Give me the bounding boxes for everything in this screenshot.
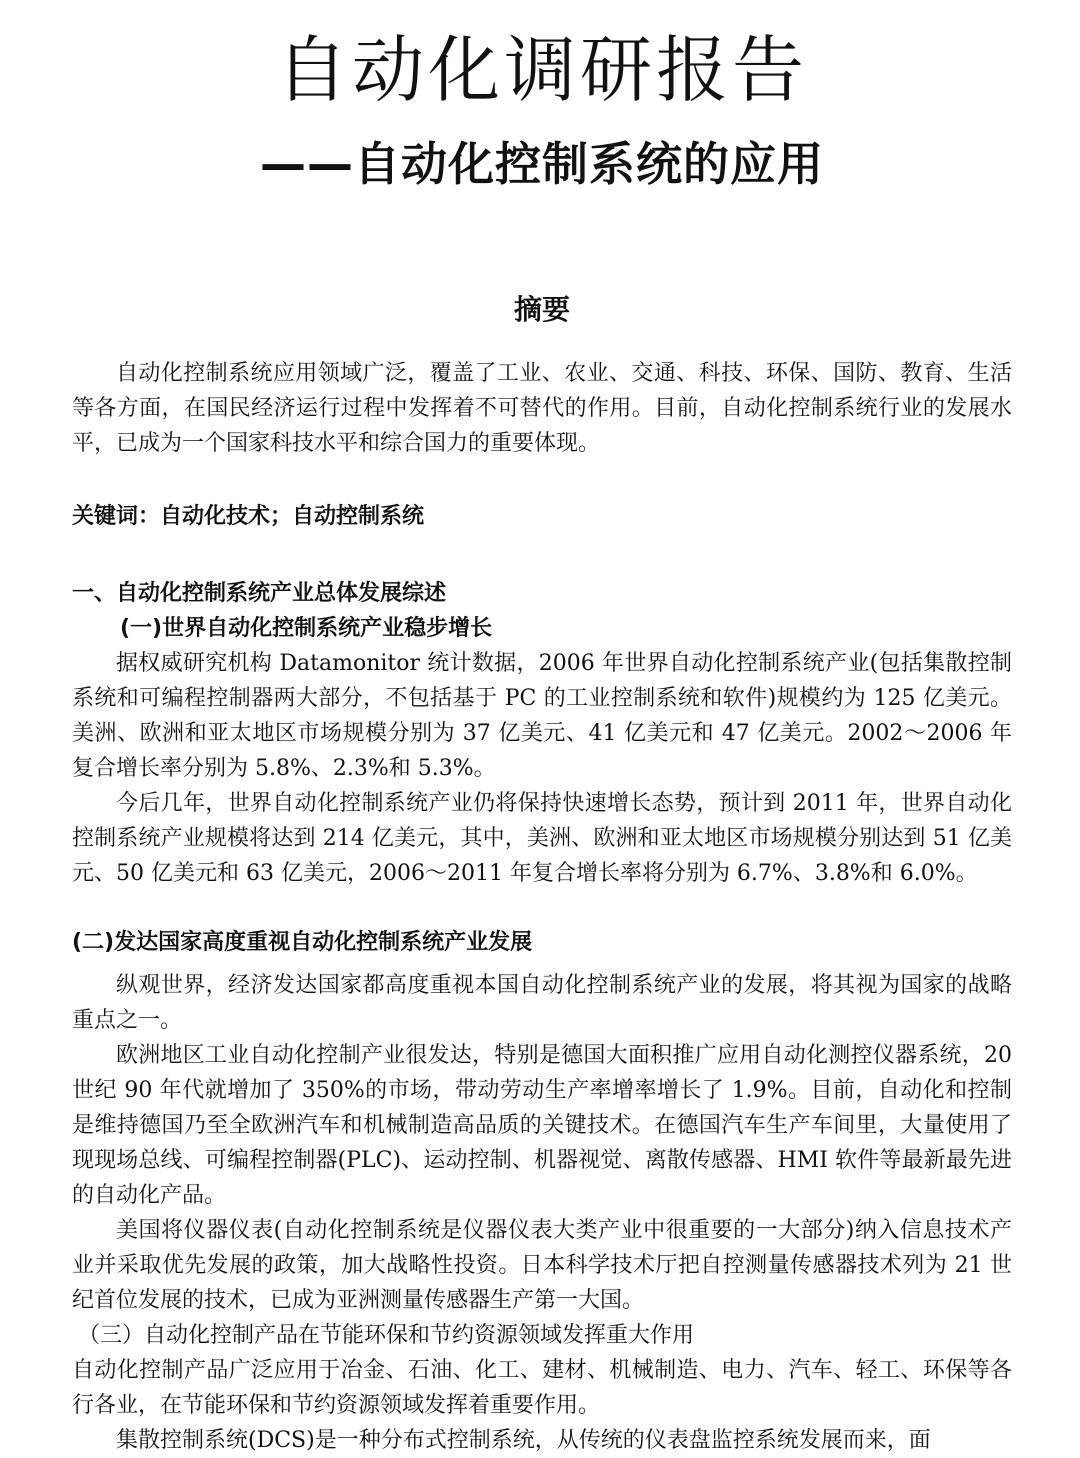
document-title: 自动化调研报告 <box>275 28 808 112</box>
subsection-1-paragraph-1: 据权威研究机构 Datamonitor 统计数据，2006 年世界自动化控制系统产业(包括集散控制系统和可编程控制器两大部分，不包括基于 PC 的工业控制系统和软件)规模约为 125 亿美元。美洲、欧洲和亚太地区市场规模分别为 37 亿美元、41 亿美元和 47 亿美元。2002～2006 年复合增长率分别为 5.8%、2.3%和 5.3%。 <box>72 651 1012 781</box>
subsection-2-paragraph-2: 欧洲地区工业自动化控制产业很发达，特别是德国大面积推广应用自动化测控仪器系统，20 世纪 90 年代就增加了 350%的市场，带动劳动生产率增率增长了 1.9%。目前，自动化和控制是维持德国乃至全欧洲汽车和机械制造高品质的关键技术。在德国汽车生产车间里，大量使用了现现场总线、可编程控制器(PLC)、运动控制、机器视觉、离散传感器、HMI 软件等最新最先进的自动化产品。 <box>72 1043 1012 1208</box>
subsection-3-heading: （三）自动化控制产品在节能环保和节约资源领域发挥重大作用 <box>78 1323 695 1348</box>
subsection-1-paragraph-2: 今后几年，世界自动化控制系统产业仍将保持快速增长态势，预计到 2011 年，世界自动化控制系统产业规模将达到 214 亿美元，其中，美洲、欧洲和亚太地区市场规模分别达到 51 亿美元、50 亿美元和 63 亿美元，2006～2011 年复合增长率将分别为 6.7%、3.8%和 6.0%。 <box>72 791 1012 886</box>
subsection-1-heading: (一)世界自动化控制系统产业稳步增长 <box>120 616 493 641</box>
subsection-2-heading: (二)发达国家高度重视自动化控制系统产业发展 <box>72 930 533 955</box>
subsection-3-paragraph-2: 集散控制系统(DCS)是一种分布式控制系统，从传统的仪表盘监控系统发展而来，面 <box>116 1428 931 1453</box>
subsection-3-paragraph-1: 自动化控制产品广泛应用于冶金、石油、化工、建材、机械制造、电力、汽车、轻工、环保等各行各业，在节能环保和节约资源领域发挥着重要作用。 <box>72 1358 1012 1418</box>
keywords-line: 关键词：自动化技术；自动控制系统 <box>72 504 425 529</box>
abstract-paragraph: 自动化控制系统应用领域广泛，覆盖了工业、农业、交通、科技、环保、国防、教育、生活等各方面，在国民经济运行过程中发挥着不可替代的作用。目前，自动化控制系统行业的发展水平，已成为一个国家科技水平和综合国力的重要体现。 <box>72 361 1012 456</box>
abstract-heading: 摘要 <box>513 293 570 326</box>
document-subtitle: ——自动化控制系统的应用 <box>260 137 824 191</box>
section-1-heading: 一、自动化控制系统产业总体发展综述 <box>72 581 447 606</box>
subsection-2-paragraph-1: 纵观世界，经济发达国家都高度重视本国自动化控制系统产业的发展，将其视为国家的战略重点之一。 <box>72 973 1012 1033</box>
subsection-2-paragraph-3: 美国将仪器仪表(自动化控制系统是仪器仪表大类产业中很重要的一大部分)纳入信息技术产业并采取优先发展的政策，加大战略性投资。日本科学技术厅把自控测量传感器技术列为 21 世纪首位发展的技术，已成为亚洲测量传感器生产第一大国。 <box>72 1218 1012 1313</box>
